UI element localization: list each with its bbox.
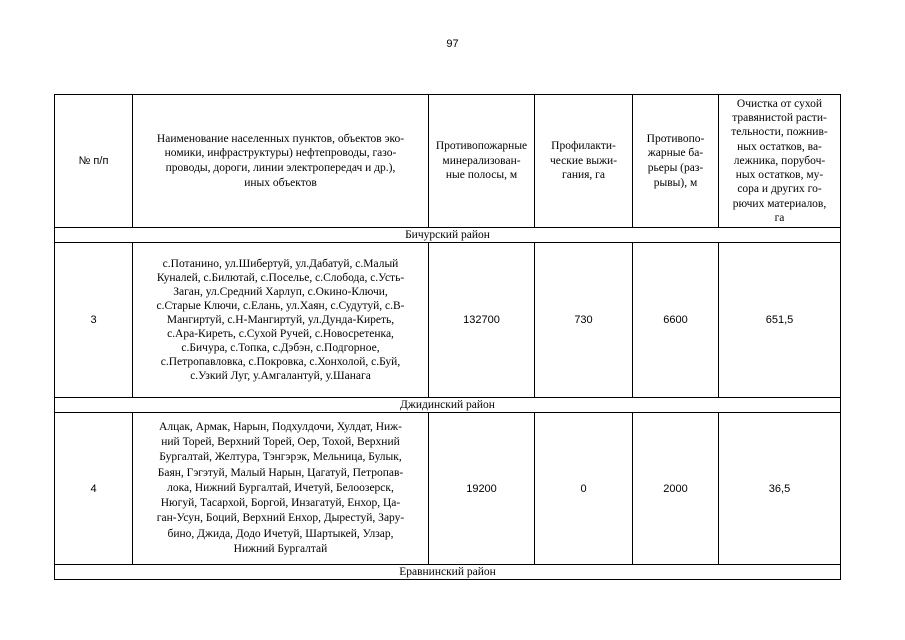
row-barriers: 2000 — [633, 413, 719, 565]
row-mineral-strips: 132700 — [429, 243, 535, 398]
header-objects: Наименование населенных пунктов, объектов эко- номики, инфраструктуры) нефтепроводы, газо- проводы, дороги, линии электропередач и др.), иных объектов — [133, 95, 429, 228]
row-number: 4 — [55, 413, 133, 565]
page-number: 97 — [446, 38, 459, 50]
district-row — [55, 398, 841, 413]
table-row — [55, 243, 841, 398]
row-objects: с.Потанино, ул.Шибертуй, ул.Дабатуй, с.Малый Куналей, с.Билютай, с.Поселье, с.Слобода, с.Усть- Заган, ул.Средний Харлуп, с.Окино-Ключи, с.Старые Ключи, с.Елань, ул.Хаян, с.Судутуй, с.В- Мангиртуй, с.Н-Мангиртуй, ул.Дунда-Киреть, с.Ара-Киреть, с.Сухой Ручей, с.Новосретенка, с.Бичура, с.Топка, с.Дэбэн, с.Подгорное, с.Петропавловка, с.Покровка, с.Хонхолой, с.Буй, с.Узкий Луг, у.Амгалантуй, у.Шанага — [133, 243, 429, 398]
row-mineral-strips: 19200 — [429, 413, 535, 565]
row-preventive-burning: 730 — [535, 243, 633, 398]
header-cleaning: Очистка от сухой травянистой расти- тельности, пожнив- ных остатков, ва- лежника, порубоч- ных остатков, му- сора и других го- рючих материалов, га — [719, 95, 841, 228]
district-name: Еравнинский район — [55, 565, 841, 580]
district-row — [55, 228, 841, 243]
header-barriers: Противопо- жарные ба- рьеры (раз- рывы), м — [633, 95, 719, 228]
row-number: 3 — [55, 243, 133, 398]
row-barriers: 6600 — [633, 243, 719, 398]
table-row — [55, 413, 841, 565]
table-header-row — [55, 95, 841, 228]
header-mineral-strips: Противопожарные минерализован- ные полосы, м — [429, 95, 535, 228]
row-objects: Алцак, Армак, Нарын, Подхулдочи, Хулдат, Ниж- ний Торей, Верхний Торей, Оер, Тохой, Верхний Бургалтай, Желтура, Тэнгэрэк, Мельница, Булык, Баян, Гэгэтуй, Малый Нарын, Цагатуй, Петропав- лока, Нижний Бургалтай, Ичетуй, Белоозерск, Нюгуй, Тасархой, Боргой, Инзагатуй, Енхор, Ца- ган-Усун, Боций, Верхний Енхор, Дырестуй, Зару- бино, Джида, Додо Ичетуй, Шартыкей, Улзар, Нижний Бургалтай — [133, 413, 429, 565]
district-name: Бичурский район — [55, 228, 841, 243]
row-preventive-burning: 0 — [535, 413, 633, 565]
district-row — [55, 565, 841, 580]
header-preventive-burning: Профилакти- ческие выжи- гания, га — [535, 95, 633, 228]
header-number: № п/п — [55, 95, 133, 228]
district-name: Джидинский район — [55, 398, 841, 413]
row-cleaning: 651,5 — [719, 243, 841, 398]
row-cleaning: 36,5 — [719, 413, 841, 565]
fire-prevention-table — [54, 94, 841, 580]
